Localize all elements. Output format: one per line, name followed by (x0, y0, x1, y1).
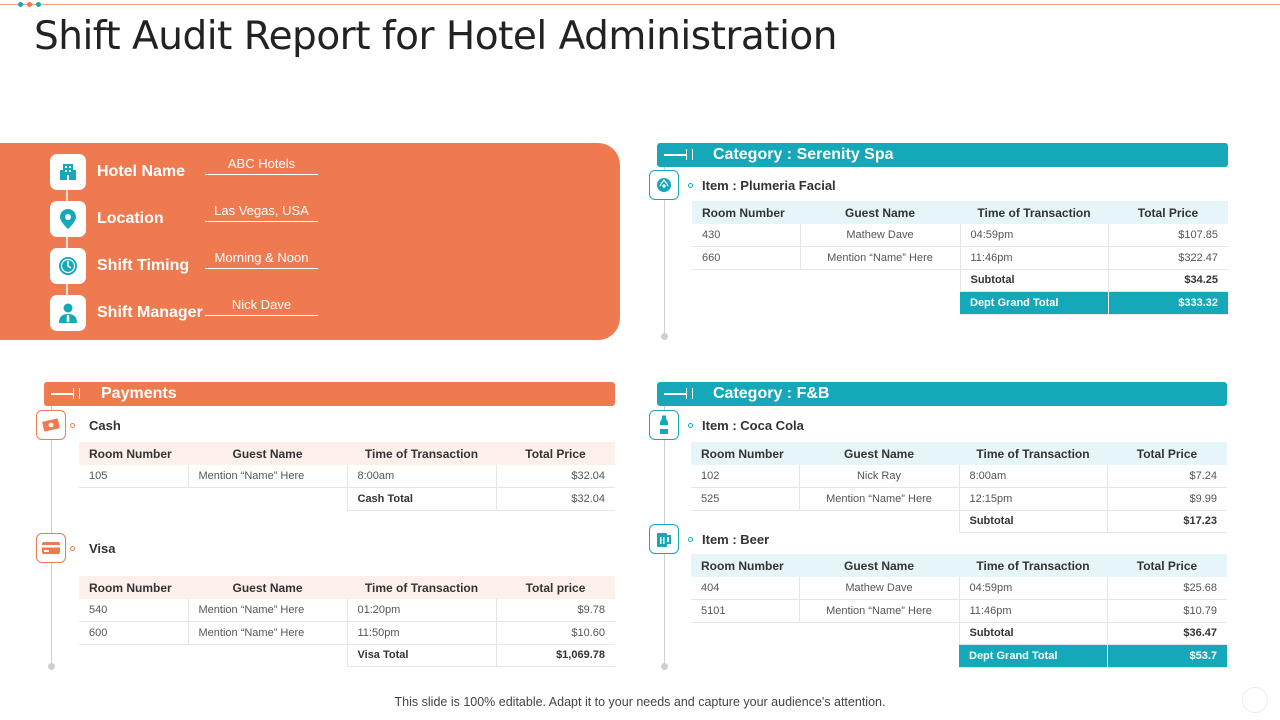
price-cell: $32.04 (496, 465, 615, 488)
room-number-cell: 102 (691, 465, 799, 488)
column-header: Guest Name (843, 446, 915, 461)
column-header: Total Price (1137, 205, 1199, 220)
footer-note: This slide is 100% editable. Adapt it to your needs and capture your audience's attention. (394, 695, 886, 709)
room-number-cell: 5101 (691, 600, 799, 623)
subtotal-row (691, 622, 1227, 645)
cash-label: Cash (89, 418, 121, 433)
column-header: Room Number (89, 446, 172, 461)
spa-icon (649, 170, 679, 200)
time-cell: 12:15pm (959, 488, 1107, 511)
table-row (79, 599, 615, 622)
price-cell: $10.60 (496, 622, 615, 645)
cash-icon (36, 410, 66, 440)
spa-subtotal-label: Subtotal (960, 269, 1108, 292)
table-row (691, 465, 1227, 488)
room-number-cell: 404 (691, 577, 799, 600)
spa-timeline-end (661, 333, 668, 340)
price-cell: $7.24 (1107, 465, 1227, 488)
bottle-icon (649, 410, 679, 440)
cash-total-value: $32.04 (496, 488, 615, 511)
table-row (692, 224, 1228, 247)
beer-mug-icon (649, 524, 679, 554)
guest-name-cell: Mention “Name” Here (188, 465, 347, 488)
room-number-cell: 600 (79, 622, 188, 645)
room-number-cell: 430 (692, 224, 800, 247)
fb-grand-total-value: $53.7 (1107, 645, 1227, 668)
info-row-location (50, 201, 350, 237)
column-header: Time of Transaction (364, 580, 479, 595)
cola-subtotal-label: Subtotal (959, 510, 1107, 533)
shift-manager-value: Nick Dave (205, 297, 318, 316)
column-header: Guest Name (232, 580, 303, 595)
price-cell: $9.99 (1107, 488, 1227, 511)
beer-subtotal-label: Subtotal (959, 622, 1107, 645)
column-header: Total price (525, 580, 586, 595)
table-row (691, 577, 1227, 600)
spa-grand-total-value: $333.32 (1108, 292, 1228, 315)
price-cell: $107.85 (1108, 224, 1228, 247)
cash-connector (70, 423, 75, 428)
column-header: Time of Transaction (976, 558, 1090, 573)
room-number-cell: 525 (691, 488, 799, 511)
guest-name-cell: Mathew Dave (800, 224, 960, 247)
visa-total-value: $1,069.78 (496, 644, 615, 667)
table-row (691, 488, 1227, 511)
column-header: Room Number (701, 446, 784, 461)
price-cell: $10.79 (1107, 600, 1227, 623)
shift-manager-label: Shift Manager (97, 304, 203, 321)
info-connector-line (66, 175, 68, 315)
table-header-row (691, 442, 1227, 465)
building-icon (50, 154, 86, 190)
spa-table (692, 201, 1228, 315)
visa-table (79, 576, 615, 667)
cash-table (79, 442, 615, 511)
beer-connector (688, 537, 693, 542)
visa-label: Visa (89, 541, 116, 556)
cola-item-label: Item : Coca Cola (702, 418, 804, 433)
time-cell: 04:59pm (959, 577, 1107, 600)
guest-name-cell: Mention “Name” Here (800, 247, 960, 270)
beer-table (691, 554, 1227, 668)
payments-header-text: Payments (101, 385, 177, 402)
column-header: Total Price (525, 446, 586, 461)
guest-name-cell: Mention “Name” Here (188, 599, 347, 622)
column-header: Time of Transaction (977, 205, 1091, 220)
room-number-cell: 105 (79, 465, 188, 488)
fb-grand-total-label: Dept Grand Total (959, 645, 1107, 668)
cola-subtotal-value: $17.23 (1107, 510, 1227, 533)
spa-subtotal-value: $34.25 (1108, 269, 1228, 292)
table-row (692, 247, 1228, 270)
spa-header-text: Category : Serenity Spa (713, 146, 894, 163)
manager-icon (50, 295, 86, 331)
beer-item-label: Item : Beer (702, 532, 770, 547)
clock-icon (50, 248, 86, 284)
spa-header-bar (657, 143, 1228, 167)
column-header: Total Price (1136, 558, 1198, 573)
shift-timing-label: Shift Timing (97, 257, 190, 274)
table-row (79, 465, 615, 488)
time-cell: 01:20pm (347, 599, 496, 622)
price-cell: $25.68 (1107, 577, 1227, 600)
hotel-name-label: Hotel Name (97, 163, 186, 180)
column-header: Guest Name (232, 446, 303, 461)
column-header: Room Number (701, 558, 784, 573)
time-cell: 04:59pm (960, 224, 1108, 247)
info-row-shift-timing (50, 248, 350, 284)
fb-timeline-end (661, 663, 668, 670)
visa-connector (70, 546, 75, 551)
guest-name-cell: Mention “Name” Here (799, 488, 959, 511)
hotel-name-value: ABC Hotels (205, 156, 318, 175)
map-pin-icon (50, 201, 86, 237)
spa-item-label: Item : Plumeria Facial (702, 178, 836, 193)
cola-connector (688, 423, 693, 428)
table-header-row (692, 201, 1228, 224)
time-cell: 8:00am (347, 465, 496, 488)
bar-decoration (51, 388, 79, 400)
price-cell: $9.78 (496, 599, 615, 622)
time-cell: 8:00am (959, 465, 1107, 488)
column-header: Total Price (1136, 446, 1198, 461)
payments-timeline-end (48, 663, 55, 670)
spa-grand-total-label: Dept Grand Total (960, 292, 1108, 315)
subtotal-row (692, 269, 1228, 292)
spa-connector (688, 183, 693, 188)
top-rule (0, 4, 1280, 5)
table-row (691, 600, 1227, 623)
guest-name-cell: Nick Ray (799, 465, 959, 488)
bar-decoration (664, 149, 692, 161)
visa-total-label: Visa Total (347, 644, 496, 667)
fb-header-bar (657, 382, 1227, 406)
room-number-cell: 540 (79, 599, 188, 622)
room-number-cell: 660 (692, 247, 800, 270)
grand-total-row (691, 645, 1227, 668)
bar-decoration (664, 388, 692, 400)
beer-subtotal-value: $36.47 (1107, 622, 1227, 645)
table-header-row (691, 554, 1227, 577)
total-row (79, 644, 615, 667)
column-header: Room Number (702, 205, 785, 220)
payments-header-bar (44, 382, 615, 406)
cola-table (691, 442, 1227, 533)
guest-name-cell: Mention “Name” Here (188, 622, 347, 645)
fb-header-text: Category : F&B (713, 385, 830, 402)
shift-timing-value: Morning & Noon (205, 250, 318, 269)
column-header: Room Number (89, 580, 172, 595)
column-header: Guest Name (844, 205, 916, 220)
guest-name-cell: Mention “Name” Here (799, 600, 959, 623)
price-cell: $322.47 (1108, 247, 1228, 270)
location-value: Las Vegas, USA (205, 203, 318, 222)
location-label: Location (97, 210, 164, 227)
info-row-shift-manager (50, 295, 350, 331)
info-row-hotel-name (50, 154, 350, 190)
total-row (79, 488, 615, 511)
table-header-row (79, 576, 615, 599)
subtotal-row (691, 510, 1227, 533)
decor-dots (18, 2, 41, 7)
time-cell: 11:46pm (959, 600, 1107, 623)
table-row (79, 622, 615, 645)
corner-circle (1242, 687, 1268, 713)
guest-name-cell: Mathew Dave (799, 577, 959, 600)
credit-card-icon (36, 533, 66, 563)
time-cell: 11:50pm (347, 622, 496, 645)
column-header: Time of Transaction (364, 446, 479, 461)
page-title: Shift Audit Report for Hotel Administration (34, 14, 838, 59)
column-header: Time of Transaction (976, 446, 1090, 461)
time-cell: 11:46pm (960, 247, 1108, 270)
column-header: Guest Name (843, 558, 915, 573)
table-header-row (79, 442, 615, 465)
grand-total-row (692, 292, 1228, 315)
cash-total-label: Cash Total (347, 488, 496, 511)
